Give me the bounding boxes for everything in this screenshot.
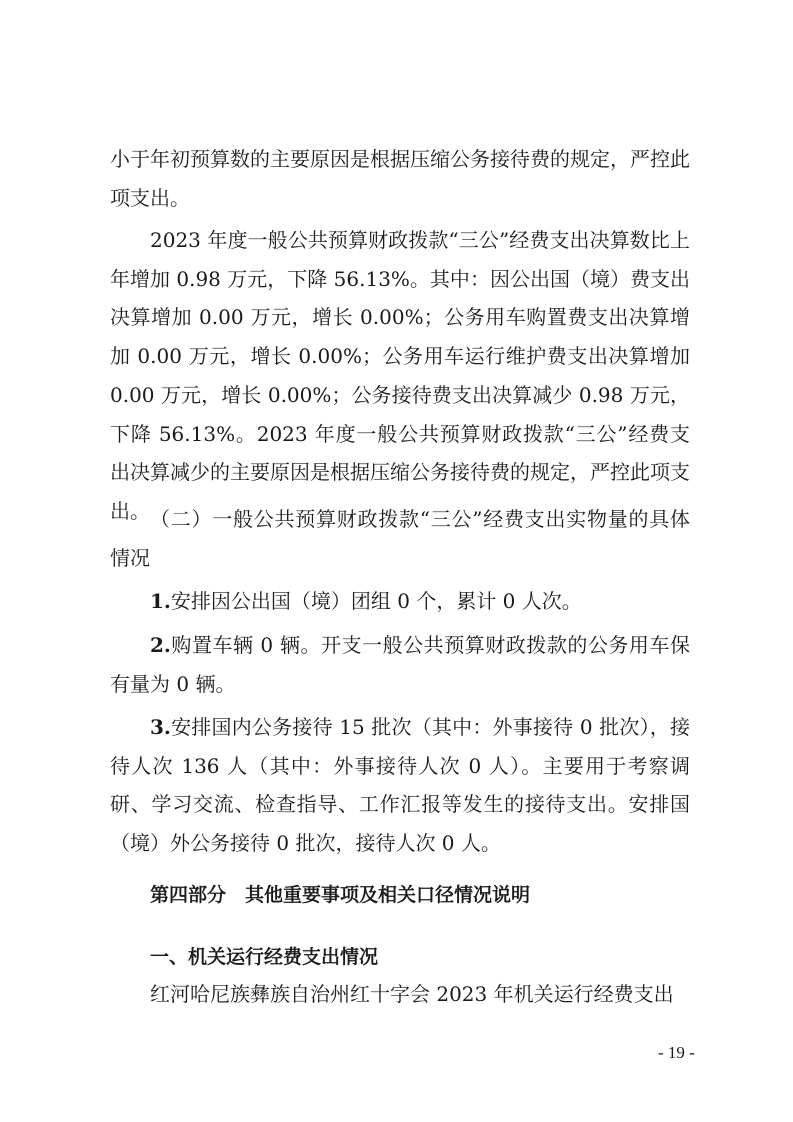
list-item-overseas-trips xyxy=(110,582,690,621)
section-heading-part-four: 第四部分 其他重要事项及相关口径情况说明 xyxy=(150,884,531,906)
list-text: 购置车辆 0 辆。开支一般公共预算财政拨款的公务用车保有量为 0 辆。 xyxy=(110,633,690,696)
list-text: 安排国内公务接待 15 批次（其中：外事接待 0 批次），接待人次 136 人（其中：外事接待人次 0 人）。主要用于考察调研、学习交流、检查指导、工作汇报等发生的接待支出。安排国（境）外公务接待 0 批次，接待人次 0 人。 xyxy=(110,715,690,856)
list-item-official-reception xyxy=(110,708,690,863)
subheading-physical-quantity: （二）一般公共预算财政拨款“三公”经费支出实物量的具体情况 xyxy=(110,507,690,570)
paragraph-three-public-expenses: 2023 年度一般公共预算财政拨款“三公”经费支出决算数比上年增加 0.98 万元，下降 56.13%。其中：因公出国（境）费支出决算增加 0.00 万元，增长 0.00%；公务用车购置费支出决算增加 0.00 万元，增长 0.00%；公务用车运行维护费支出决算增加 0.00 万元，增长 0.00%；公务接待费支出决算减少 0.98 万元，下降 56.13%。2023 年度一般公共预算财政拨款“三公”经费支出决算减少的主要原因是根据压缩公务接待费的规定，严控此项支出。 xyxy=(110,228,690,523)
page-number: - 19 - xyxy=(658,1043,695,1062)
list-number: 2. xyxy=(150,633,171,657)
list-number: 3. xyxy=(150,715,171,739)
paragraph-operating-expenses: 红河哈尼族彝族自治州红十字会 2023 年机关运行经费支出 xyxy=(150,982,674,1006)
list-text: 安排因公出国（境）团组 0 个，累计 0 人次。 xyxy=(170,589,582,613)
list-item-vehicle-purchase xyxy=(110,626,690,703)
paragraph-reason-summary: 小于年初预算数的主要原因是根据压缩公务接待费的规定，严控此项支出。 xyxy=(110,147,690,210)
list-number: 1. xyxy=(150,589,171,613)
section-heading-operating-expenses: 一、机关运行经费支出情况 xyxy=(150,946,379,968)
